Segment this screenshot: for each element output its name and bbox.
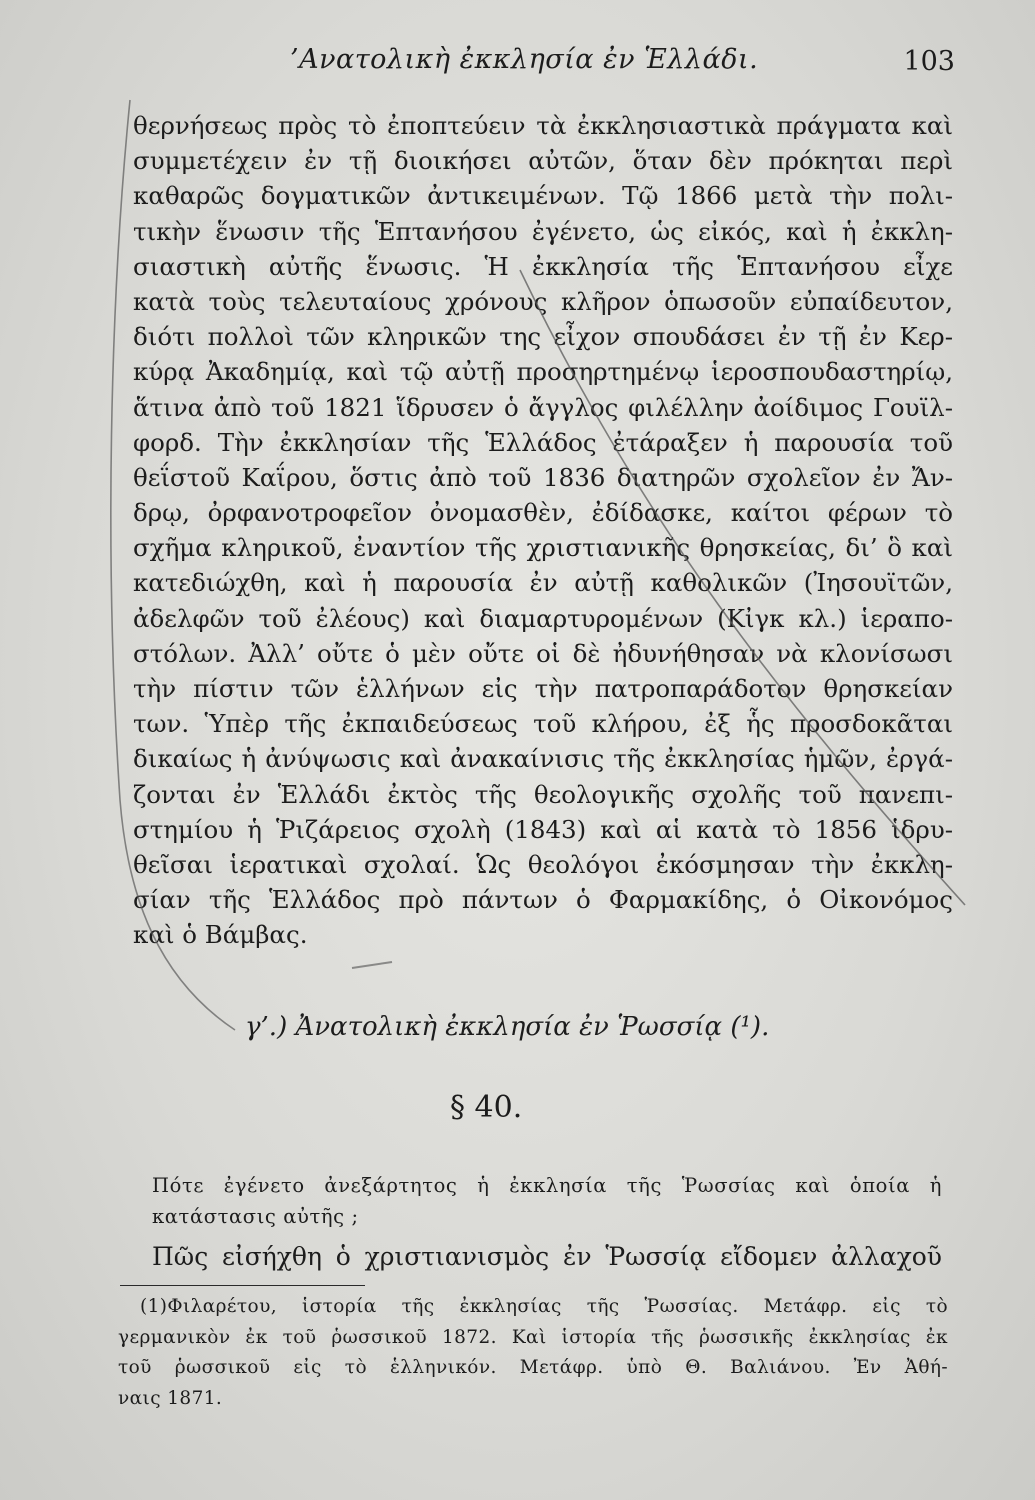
section-subheading: γ’.) Ἀνατολικὴ ἐκκλησία ἐν Ῥωσσίᾳ (¹).: [245, 1012, 770, 1042]
body-line: δικαίως ἡ ἀνύψωσις καὶ ἀνακαίνισις τῆς ἐκκλησίας ἡμῶν, ἐργά-: [133, 744, 953, 774]
body-line: θεῖσαι ἱερατικαὶ σχολαί. Ὡς θεολόγοι ἐκόσμησαν τὴν ἐκκλη-: [133, 849, 953, 879]
body-line: ἀδελφῶν τοῦ ἐλέους) καὶ διαμαρτυρομένων (Κἰγκ κλ.) ἱεραπο-: [133, 603, 953, 633]
body-paragraph: [133, 108, 953, 953]
section-question: [152, 1170, 942, 1232]
body-line: συμμετέχειν ἐν τῇ διοικήσει αὐτῶν, ὅταν δὲν πρόκηται περὶ: [133, 146, 953, 176]
footnote: [118, 1292, 948, 1414]
body-line: καὶ ὁ Βάμβας.: [133, 920, 308, 950]
running-head: [290, 44, 1000, 88]
body-line: διότι πολλοὶ τῶν κληρικῶν της εἶχον σπουδάσει ἐν τῇ ἐν Κερ-: [133, 322, 953, 352]
body-line: τὴν πίστιν τῶν ἑλλήνων εἰς τὴν πατροπαράδοτον θρησκείαν: [133, 674, 953, 703]
body-line: κατεδιώχθη, καὶ ἡ παρουσία ἐν αὐτῇ καθολικῶν (Ἰησουϊτῶν,: [133, 568, 953, 598]
footnote-line: (1)Φιλαρέτου, ἱστορία τῆς ἐκκλησίας τῆς Ῥωσσίας. Μετάφρ. εἰς τὸ: [140, 1296, 948, 1317]
body-line: θερνήσεως πρὸς τὸ ἐποπτεύειν τὰ ἐκκλησιαστικὰ πράγματα καὶ: [133, 111, 953, 140]
continuation-line: Πῶς εἰσήχθη ὁ χριστιανισμὸς ἐν Ῥωσσίᾳ εἴδομεν ἀλλαχοῦ: [152, 1242, 942, 1271]
body-line: σιαστικὴ αὐτῆς ἕνωσις. Ἡ ἐκκλησία τῆς Ἑπτανήσου εἶχε: [133, 251, 953, 281]
footnote-line: ναις 1871.: [118, 1387, 223, 1409]
question-line: Πότε ἐγένετο ἀνεξάρτητος ἡ ἐκκλησία τῆς Ῥωσσίας καὶ ὁποία ἡ: [152, 1174, 942, 1197]
question-line: κατάστασις αὐτῆς ;: [152, 1205, 359, 1228]
body-line: φορδ. Τὴν ἐκκλησίαν τῆς Ἑλλάδος ἐτάραξεν ἡ παρουσία τοῦ: [133, 427, 953, 457]
body-line: θεΐστοῦ Καΐρου, ὅστις ἀπὸ τοῦ 1836 διατηρῶν σχολεῖον ἐν Ἄν-: [133, 462, 953, 492]
body-line: στημίου ἡ Ῥιζάρειος σχολὴ (1843) καὶ αἱ κατὰ τὸ 1856 ἱδρυ-: [133, 814, 953, 844]
section-number: § 40.: [450, 1090, 523, 1125]
body-line: ζονται ἐν Ἑλλάδι ἐκτὸς τῆς θεολογικῆς σχολῆς τοῦ πανεπι-: [133, 779, 953, 809]
body-line: σχῆμα κληρικοῦ, ἐναντίον τῆς χριστιανικῆς θρησκείας, δι’ ὃ καὶ: [133, 533, 953, 563]
body-line: τικὴν ἕνωσιν τῆς Ἑπτανήσου ἐγένετο, ὡς εἰκός, καὶ ἡ ἐκκλη-: [133, 216, 953, 246]
footnote-line: γερμανικὸν ἐκ τοῦ ῥωσσικοῦ 1872. Καὶ ἱστορία τῆς ῥωσσικῆς ἐκκλησίας ἐκ: [118, 1326, 948, 1348]
body-line: δρῳ, ὀρφανοτροφεῖον ὀνομασθὲν, ἐδίδασκε, καίτοι φέρων τὸ: [133, 498, 953, 528]
page-number: 103: [903, 46, 955, 77]
body-line: σίαν τῆς Ἑλλάδος πρὸ πάντων ὁ Φαρμακίδης, ὁ Οἰκονόμος: [133, 885, 953, 915]
body-line: καθαρῶς δογματικῶν ἀντικειμένων. Τῷ 1866 μετὰ τὴν πολι-: [133, 181, 953, 211]
body-line: κατὰ τοὺς τελευταίους χρόνους κλῆρον ὁπωσοῦν εὐπαίδευτον,: [133, 286, 953, 316]
body-line: στόλων. Ἀλλ’ οὔτε ὁ μὲν οὔτε οἱ δὲ ἠδυνήθησαν νὰ κλονίσωσι: [133, 638, 953, 668]
footnote-line: τοῦ ῥωσσικοῦ εἰς τὸ ἑλληνικόν. Μετάφρ. ὑπὸ Θ. Βαλιάνου. Ἐν Ἀθή-: [118, 1357, 948, 1378]
body-line: κύρᾳ Ἀκαδημίᾳ, καὶ τῷ αὐτῇ προσηρτημένῳ ἱεροσπουδαστηρίῳ,: [133, 357, 953, 387]
footnote-rule: [120, 1285, 365, 1286]
body-line: των. Ὑπὲρ τῆς ἐκπαιδεύσεως τοῦ κλήρου, ἐξ ἧς προσδοκᾶται: [133, 709, 953, 739]
pencil-dash-mark: [352, 962, 392, 968]
running-title: ’Ανατολικὴ ἐκκλησία ἐν Ἑλλάδι.: [290, 44, 759, 75]
body-line: ἅτινα ἀπὸ τοῦ 1821 ἵδρυσεν ὁ ἄγγλος φιλέλλην ἀοίδιμος Γουϊλ-: [133, 392, 953, 422]
